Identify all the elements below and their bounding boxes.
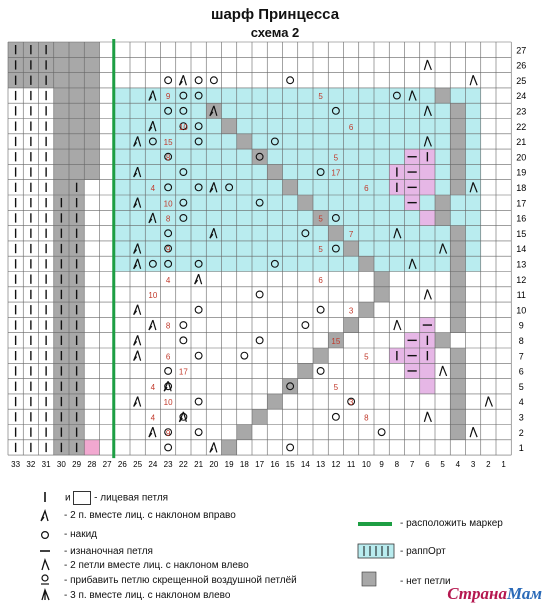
no-stitch-cell — [450, 134, 465, 149]
row-number: 19 — [516, 167, 527, 178]
column-number: 4 — [455, 460, 461, 470]
no-stitch-cell — [54, 119, 69, 134]
no-stitch-cell — [450, 425, 465, 440]
no-stitch-cell — [344, 241, 359, 256]
no-stitch-cell — [84, 134, 99, 149]
no-stitch-cell — [252, 409, 267, 424]
column-number: 29 — [72, 460, 82, 470]
no-stitch-cell — [450, 302, 465, 317]
no-stitch-cell — [435, 195, 450, 210]
yarn-over-symbol — [287, 444, 294, 451]
no-stitch-cell — [54, 134, 69, 149]
column-number: 27 — [102, 460, 112, 470]
no-stitch-cell — [298, 195, 313, 210]
k2tog-right-symbol — [210, 442, 217, 452]
row-number: 13 — [516, 259, 527, 270]
yarn-over-symbol — [241, 352, 248, 359]
column-number: 32 — [26, 460, 36, 470]
k2tog-right-symbol — [134, 305, 141, 315]
no-stitch-cell — [450, 348, 465, 363]
no-stitch-cell — [84, 164, 99, 179]
repeat-count-number: 6 — [364, 184, 369, 193]
increase-legend-icon — [42, 575, 48, 581]
no-stitch-cell — [374, 272, 389, 287]
row-number: 7 — [518, 351, 524, 362]
column-number: 6 — [425, 460, 430, 470]
no-stitch-cell — [222, 440, 237, 455]
column-number: 26 — [117, 460, 127, 470]
column-number: 11 — [346, 460, 356, 470]
no-stitch-cell — [69, 103, 84, 118]
no-stitch-cell — [298, 363, 313, 378]
repeat-count-number: 5 — [333, 382, 339, 392]
yarn-over-symbol — [210, 77, 217, 84]
column-number: 14 — [300, 460, 310, 470]
column-number: 13 — [316, 460, 326, 470]
no-stitch-cell — [54, 88, 69, 103]
no-stitch-cell — [54, 164, 69, 179]
column-number: 28 — [87, 460, 97, 470]
yarn-over-symbol — [332, 413, 339, 420]
no-stitch-cell — [69, 88, 84, 103]
repeat-count-number: 10 — [163, 398, 173, 408]
repeat-count-number: 10 — [178, 122, 188, 132]
column-number: 5 — [440, 460, 445, 470]
no-stitch-cell — [237, 134, 252, 149]
row-number: 10 — [516, 305, 527, 316]
k2tog-right-symbol — [134, 397, 141, 407]
no-stitch-cell — [450, 394, 465, 409]
no-stitch-cell — [450, 272, 465, 287]
no-stitch-cell — [84, 103, 99, 118]
no-stitch-cell — [54, 57, 69, 72]
row-number: 15 — [516, 228, 527, 239]
no-stitch-cell — [206, 103, 221, 118]
no-stitch-cell — [313, 348, 328, 363]
no-stitch-cell — [54, 73, 69, 88]
repeat-count-number: 7 — [348, 229, 354, 239]
no-stitch-cell — [69, 57, 84, 72]
repeat-count-number: 17 — [331, 168, 341, 178]
row-number: 14 — [516, 244, 527, 255]
column-number: 30 — [56, 460, 66, 470]
k2tog-right-symbol — [134, 351, 141, 361]
no-stitch-legend-icon — [362, 572, 376, 586]
no-stitch-cell — [283, 180, 298, 195]
k2tog-right-symbol — [149, 320, 156, 330]
yarn-over-symbol — [165, 368, 172, 375]
row-number: 16 — [516, 213, 527, 224]
k2tog-left-symbol — [424, 289, 431, 299]
no-stitch-cell — [54, 42, 69, 57]
legend-increase: - прибавить петлю скрещенной воздушной петлёй — [64, 575, 297, 586]
legend-repeat: - раппОрт — [400, 546, 446, 557]
yarn-over-symbol — [180, 322, 187, 329]
k2tog-left-symbol — [470, 427, 477, 437]
no-stitch-cell — [84, 149, 99, 164]
no-stitch-cell — [344, 317, 359, 332]
repeat-count-number: 15 — [331, 337, 341, 346]
row-number: 2 — [518, 427, 524, 438]
no-stitch-cell — [435, 88, 450, 103]
no-stitch-cell — [54, 149, 69, 164]
chart-subtitle: схема 2 — [250, 25, 300, 40]
column-number: 20 — [209, 460, 219, 470]
row-number: 1 — [518, 443, 524, 454]
no-stitch-cell — [435, 333, 450, 348]
no-stitch-cell — [84, 42, 99, 57]
no-stitch-cell — [69, 73, 84, 88]
repeat-count-number: 8 — [165, 153, 171, 163]
legend-knit-label: и - лицевая петля — [65, 492, 169, 504]
row-number: 8 — [518, 336, 524, 346]
no-stitch-cell — [359, 256, 374, 271]
row-number: 12 — [516, 274, 527, 285]
no-stitch-cell — [69, 119, 84, 134]
k3tog-left-legend-icon — [42, 590, 49, 600]
no-stitch-cell — [450, 363, 465, 378]
column-number: 10 — [361, 460, 371, 470]
repeat-count-number: 8 — [364, 413, 369, 423]
repeat-count-number: 5 — [318, 214, 323, 224]
repeat-count-number: 4 — [150, 184, 156, 193]
yarn-over-symbol — [165, 444, 172, 451]
column-number: 15 — [285, 460, 295, 470]
row-number: 22 — [516, 121, 527, 132]
k2tog-right-legend-icon — [41, 511, 48, 521]
repeat-count-number: 4 — [165, 275, 171, 285]
repeat-count-number: 10 — [148, 291, 158, 301]
row-number: 20 — [516, 152, 527, 163]
row-number: 9 — [518, 320, 524, 331]
no-stitch-cell — [450, 256, 465, 271]
repeat-count-number: 5 — [333, 153, 339, 163]
repeat-count-number: 9 — [165, 245, 171, 255]
no-stitch-cell — [222, 119, 237, 134]
no-stitch-cell — [69, 149, 84, 164]
repeat-count-number: 4 — [150, 413, 156, 423]
row-number: 3 — [518, 412, 524, 423]
yarn-over-symbol — [317, 306, 324, 313]
k2tog-left-legend-icon — [42, 560, 49, 570]
yarn-over-symbol — [195, 398, 202, 405]
no-stitch-cell — [69, 42, 84, 57]
column-number: 9 — [379, 460, 384, 470]
yarn-over-symbol — [287, 77, 294, 84]
repeat-count-number: 15 — [163, 138, 173, 148]
repeat-count-number: 8 — [165, 214, 171, 224]
repeat-count-number: 3 — [348, 306, 354, 316]
column-number: 2 — [486, 460, 491, 470]
chart-title: шарф Принцесса — [210, 6, 340, 23]
legend-k2tog-left: - 2 петли вместе лиц. с наклоном влево — [64, 560, 249, 571]
column-number: 25 — [133, 460, 143, 470]
row-number: 5 — [518, 381, 524, 392]
purple-cell — [420, 180, 435, 195]
column-number: 24 — [148, 460, 158, 470]
no-stitch-cell — [450, 226, 465, 241]
row-number: 6 — [518, 366, 524, 377]
legend-marker: - расположить маркер — [400, 518, 503, 529]
legend-k3tog-left: - 3 п. вместе лиц. с наклоном влево — [64, 590, 231, 601]
no-stitch-cell — [435, 210, 450, 225]
yarn-over-symbol — [195, 352, 202, 359]
column-number: 22 — [178, 460, 188, 470]
column-number: 31 — [41, 460, 51, 470]
no-stitch-cell — [84, 88, 99, 103]
no-stitch-cell — [450, 119, 465, 134]
no-stitch-cell — [450, 103, 465, 118]
k2tog-left-symbol — [424, 412, 431, 422]
repeat-count-number: 6 — [318, 275, 323, 285]
no-stitch-cell — [84, 73, 99, 88]
row-number: 11 — [516, 290, 526, 301]
repeat-count-number: 3 — [348, 398, 354, 408]
yarn-over-symbol — [180, 337, 187, 344]
row-number: 17 — [516, 198, 527, 209]
no-stitch-cell — [84, 119, 99, 134]
no-stitch-cell — [267, 394, 282, 409]
k2tog-left-symbol — [470, 75, 477, 85]
no-stitch-cell — [374, 287, 389, 302]
no-stitch-cell — [450, 287, 465, 302]
row-number: 21 — [516, 137, 527, 148]
legend-k2tog-right: - 2 п. вместе лиц. с наклоном вправо — [64, 510, 236, 521]
watermark-part1: Страна — [447, 584, 507, 603]
yarn-over-symbol — [195, 306, 202, 313]
repeat-count-number: 9 — [165, 92, 171, 102]
row-number: 24 — [516, 91, 527, 102]
yarn-over-symbol — [195, 77, 202, 84]
yarn-over-symbol — [195, 429, 202, 436]
column-number: 33 — [11, 460, 21, 470]
no-stitch-cell — [450, 180, 465, 195]
no-stitch-cell — [450, 317, 465, 332]
repeat-count-number: 17 — [178, 367, 188, 377]
k2tog-right-symbol — [149, 427, 156, 437]
purple-cell — [420, 379, 435, 394]
yo-legend-icon — [42, 532, 49, 539]
yarn-over-symbol — [256, 337, 263, 344]
column-number: 18 — [239, 460, 249, 470]
row-number: 23 — [516, 106, 527, 117]
k2tog-left-symbol — [440, 366, 447, 376]
watermark — [447, 584, 542, 604]
no-stitch-cell — [54, 103, 69, 118]
column-number: 1 — [501, 460, 506, 470]
no-stitch-cell — [450, 241, 465, 256]
legend-no-stitch: - нет петли — [400, 576, 451, 587]
column-number: 16 — [270, 460, 280, 470]
purple-cell — [420, 210, 435, 225]
column-number: 3 — [470, 460, 476, 470]
row-number: 27 — [516, 45, 527, 56]
yarn-over-symbol — [317, 368, 324, 375]
row-number: 25 — [516, 75, 527, 86]
repeat-count-number: 4 — [150, 382, 156, 392]
legend-purl: - изнаночная петля — [64, 546, 153, 557]
no-stitch-cell — [237, 425, 252, 440]
no-stitch-cell — [328, 226, 343, 241]
no-stitch-cell — [450, 409, 465, 424]
repeat-count-number: 5 — [318, 245, 323, 255]
row-number: 4 — [518, 397, 524, 408]
repeat-count-number: 10 — [163, 199, 173, 209]
repeat-count-number: 9 — [165, 428, 171, 438]
no-stitch-cell — [450, 149, 465, 164]
column-number: 21 — [194, 460, 204, 470]
purple-cell — [420, 164, 435, 179]
column-number: 12 — [331, 460, 341, 470]
column-number: 8 — [394, 460, 400, 470]
column-number: 7 — [409, 460, 415, 470]
column-number: 23 — [163, 460, 173, 470]
k2tog-left-symbol — [394, 320, 401, 330]
repeat-count-number: 6 — [348, 122, 354, 132]
yarn-over-symbol — [378, 429, 385, 436]
repeat-count-number: 5 — [318, 92, 323, 102]
repeat-count-number: 8 — [165, 321, 171, 331]
column-number: 17 — [255, 460, 265, 470]
column-number: 19 — [224, 460, 234, 470]
purple-cell — [420, 363, 435, 378]
no-stitch-cell — [450, 164, 465, 179]
watermark-part2: Мам — [506, 584, 542, 603]
no-stitch-cell — [54, 180, 69, 195]
legend-yo: - накид — [64, 529, 97, 540]
repeat-count-number: 5 — [364, 352, 369, 362]
row-number: 18 — [516, 183, 527, 193]
k2tog-left-symbol — [485, 397, 492, 407]
pink-cell — [84, 440, 99, 455]
k2tog-left-symbol — [424, 60, 431, 70]
k2tog-right-symbol — [195, 274, 202, 284]
yarn-over-symbol — [165, 77, 172, 84]
no-stitch-cell — [252, 149, 267, 164]
yarn-over-symbol — [302, 322, 309, 329]
no-stitch-cell — [283, 379, 298, 394]
no-stitch-cell — [84, 57, 99, 72]
no-stitch-cell — [267, 164, 282, 179]
k2tog-right-symbol — [134, 335, 141, 345]
no-stitch-cell — [450, 379, 465, 394]
k2tog-right-symbol — [179, 75, 186, 85]
repeat-count-number: 6 — [165, 352, 171, 362]
no-stitch-cell — [359, 302, 374, 317]
row-number: 26 — [516, 60, 527, 71]
no-stitch-cell — [69, 134, 84, 149]
yarn-over-symbol — [256, 291, 263, 298]
no-stitch-cell — [69, 164, 84, 179]
